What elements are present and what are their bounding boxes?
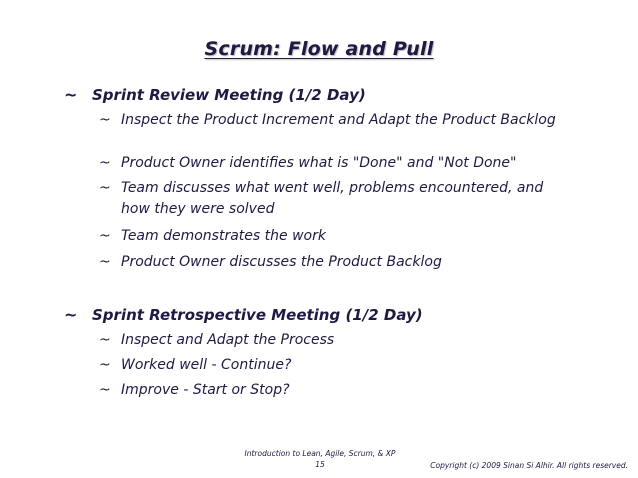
list-item [99,153,559,174]
tilde-bullet-icon: ~ [99,112,111,128]
list-item [99,330,559,351]
tilde-bullet-icon: ~ [99,357,111,373]
tilde-bullet-icon: ~ [99,228,111,244]
list-item [99,380,559,401]
list-item [99,226,559,247]
tilde-bullet-icon: ~ [64,305,78,324]
tilde-bullet-icon: ~ [99,332,111,348]
footer-course-title: Introduction to Lean, Agile, Scrum, & XP [244,449,396,458]
section-heading-text: Sprint Review Meeting (1/2 Day) [92,86,366,104]
list-item [99,178,559,220]
list-item-text: Inspect the Product Increment and Adapt the Product Backlog [121,112,556,128]
copyright-notice: Copyright (c) 2009 Sinan Si Alhir. All rights reserved. [430,461,628,470]
list-item-text: Team discusses what went well, problems encountered, and how they were solved [121,180,544,217]
tilde-bullet-icon: ~ [99,382,111,398]
tilde-bullet-icon: ~ [99,180,111,196]
section-heading-sprint-retrospective [64,305,423,324]
list-item-text: Team demonstrates the work [121,228,326,244]
list-item-text: Improve - Start or Stop? [121,382,290,398]
list-item [99,252,559,273]
list-item-text: Product Owner discusses the Product Backlog [121,254,442,270]
list-item-text: Worked well - Continue? [121,357,292,373]
footer-course [210,448,430,470]
list-item-text: Product Owner identifies what is "Done" and "Not Done" [121,155,517,171]
list-item-text: Inspect and Adapt the Process [121,332,335,348]
tilde-bullet-icon: ~ [64,85,78,104]
tilde-bullet-icon: ~ [99,254,111,270]
list-item [99,355,559,376]
section-heading-sprint-review [64,85,366,104]
page-number: 15 [315,460,325,469]
section-heading-text: Sprint Retrospective Meeting (1/2 Day) [92,306,423,324]
tilde-bullet-icon: ~ [99,155,111,171]
list-item [99,110,559,131]
slide-title-text: Scrum: Flow and Pull [204,38,434,60]
